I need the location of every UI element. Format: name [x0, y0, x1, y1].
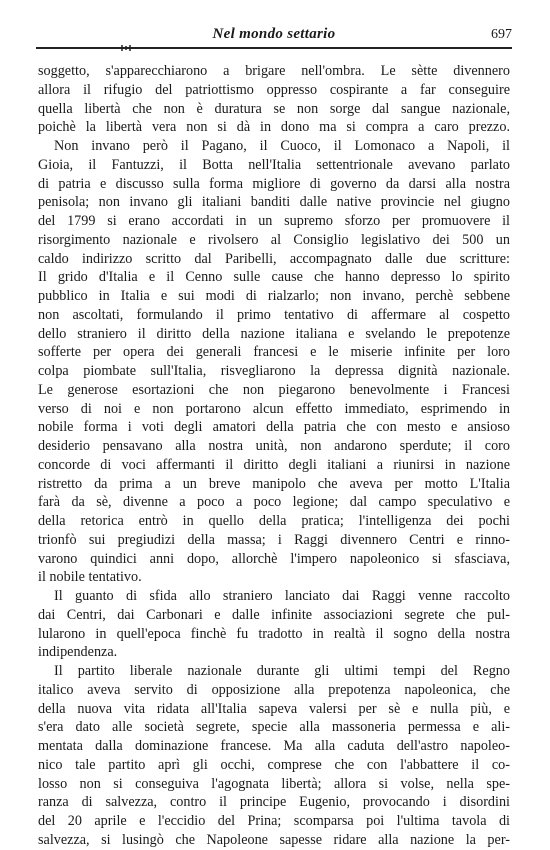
- text-line: Il grido d'Italia e il Cenno sulle cause che hanno depresso lo spirito: [38, 269, 510, 286]
- text-line: quella libertà che non è duratura se non sorge dal sangue nazionale,: [38, 100, 510, 117]
- text-line: della nuova vita ridata all'Italia sapeva valersi per sè e nulla più, e: [38, 700, 510, 717]
- text-line: desiderio pensavano alla nostra unità, non andarono sperdute; il coro: [38, 438, 510, 454]
- text-line: ranza di salvezza, contro il principe Eugenio, provocando i disordini: [38, 794, 510, 811]
- page-header: [36, 26, 512, 46]
- paragraph: [38, 662, 510, 850]
- body-text: [38, 62, 510, 850]
- text-line: trionfò sui pregiudizi della massa; i Raggi divennero Centri e rinno-: [38, 531, 510, 548]
- text-line: farà da sè, divenne a poco a poco legione; dal campo speculativo e: [38, 494, 510, 511]
- text-line: Le generose esortazioni che non piegarono benevolmente i Francesi: [38, 381, 510, 398]
- text-line: Il partito liberale nazionale durante gli ultimi tempi del Regno: [54, 663, 510, 679]
- text-line: dello straniero il diritto della nazione italiana e svelando le prepotenze: [38, 325, 510, 342]
- text-line: penisola; non invano gli italiani banditi dalle native provincie nel giugno: [38, 194, 510, 211]
- text-line: Non invano però il Pagano, il Cuoco, il Lomonaco a Napoli, il: [54, 138, 510, 154]
- text-line: italico aveva servito di opposizione alla prepotenza napoleonica, che: [38, 681, 510, 698]
- text-line: varono quindici anni dopo, allorchè l'impero napoleonico si sfasciava,: [38, 550, 510, 567]
- text-line: soggetto, s'apparecchiarono a brigare nell'ombra. Le sètte divennero: [38, 63, 510, 79]
- text-line: nobile forma i voti degli amatori della patria che con mesto e ansioso: [38, 419, 510, 436]
- text-line: mentata dalla dominazione francese. Ma alla caduta dell'astro napoleo-: [38, 738, 510, 754]
- text-line: non ascoltati, formulando il primo tentativo di affermare al cospetto: [38, 306, 510, 323]
- text-line: s'era dato alle società segrete, specie alla massoneria permessa e ali-: [38, 719, 510, 736]
- paragraph: [38, 62, 510, 137]
- text-line: nico tale partito aprì gli occhi, comprese che con l'abbattere il co-: [38, 756, 510, 773]
- text-line: losso non si conseguiva l'agognata libertà; allora si volse, nella spe-: [38, 775, 510, 792]
- header-rule: [36, 46, 512, 50]
- text-line: di patria e discusso sulla forma migliore di governo da darsi alla nostra: [38, 175, 510, 192]
- text-line: colpa piombate sull'Italia, risvegliarono la depressa dignità nazionale.: [38, 363, 510, 379]
- text-line: allora il rifugio del patriottismo oppresso cospirante a far conseguire: [38, 81, 510, 98]
- text-line: poichè la libertà vera non si dà in dono ma si compra a caro prezzo.: [38, 119, 510, 136]
- text-line: salvezza, si lusingò che Napoleone sapesse ridare alla nazione la per-: [38, 831, 510, 848]
- page-number: 697: [491, 27, 512, 42]
- text-line: lularono in quell'epoca finchè fu tradotto in realtà il sogno della nostra: [38, 625, 510, 642]
- text-line: del 1799 si erano accordati in un supremo sforzo per promuovere il: [38, 213, 510, 229]
- rule-ornament-icon: [98, 44, 158, 52]
- paragraph: [38, 137, 510, 587]
- text-line: pubblico in Italia e sui modi di rialzarlo; non invano, perchè sebbene: [38, 288, 510, 304]
- text-line: risorgimento nazionale e rivolsero al Consiglio legislativo dei 500 un: [38, 231, 510, 248]
- text-line: della retorica entrò in quello della pratica; l'intelligenza dei pochi: [38, 513, 510, 529]
- text-line: il nobile tentativo.: [38, 569, 142, 586]
- text-line: dai Centri, dai Carbonari e dalle infinite associazioni segrete che pul-: [38, 606, 510, 623]
- paragraph: [38, 587, 510, 662]
- text-line: concorde di voci affermanti il diritto degli italiani a riunirsi in nazione: [38, 456, 510, 473]
- text-line: caldo indirizzo scritto dal Paribelli, accompagnato dalle due scritture:: [38, 250, 510, 267]
- text-line: Il guanto di sfida allo straniero lanciato dai Raggi venne raccolto: [54, 588, 510, 604]
- text-line: del 20 aprile e l'eccidio del Prina; scomparsa poi l'ultima tavola di: [38, 813, 510, 829]
- text-line: Gioia, il Fantuzzi, il Botta nell'Italia settentrionale avevano parlato: [38, 156, 510, 173]
- running-title: Nel mondo settario: [212, 26, 336, 42]
- text-line: indipendenza.: [38, 644, 118, 661]
- text-line: ristretto da prima a un breve manipolo che aveva per motto L'Italia: [38, 475, 510, 492]
- text-line: sofferte per opera dei generali francesi e le miserie infinite per loro: [38, 344, 510, 361]
- text-line: verso di noi e non portarono alcun effetto immediato, esprimendo in: [38, 400, 510, 417]
